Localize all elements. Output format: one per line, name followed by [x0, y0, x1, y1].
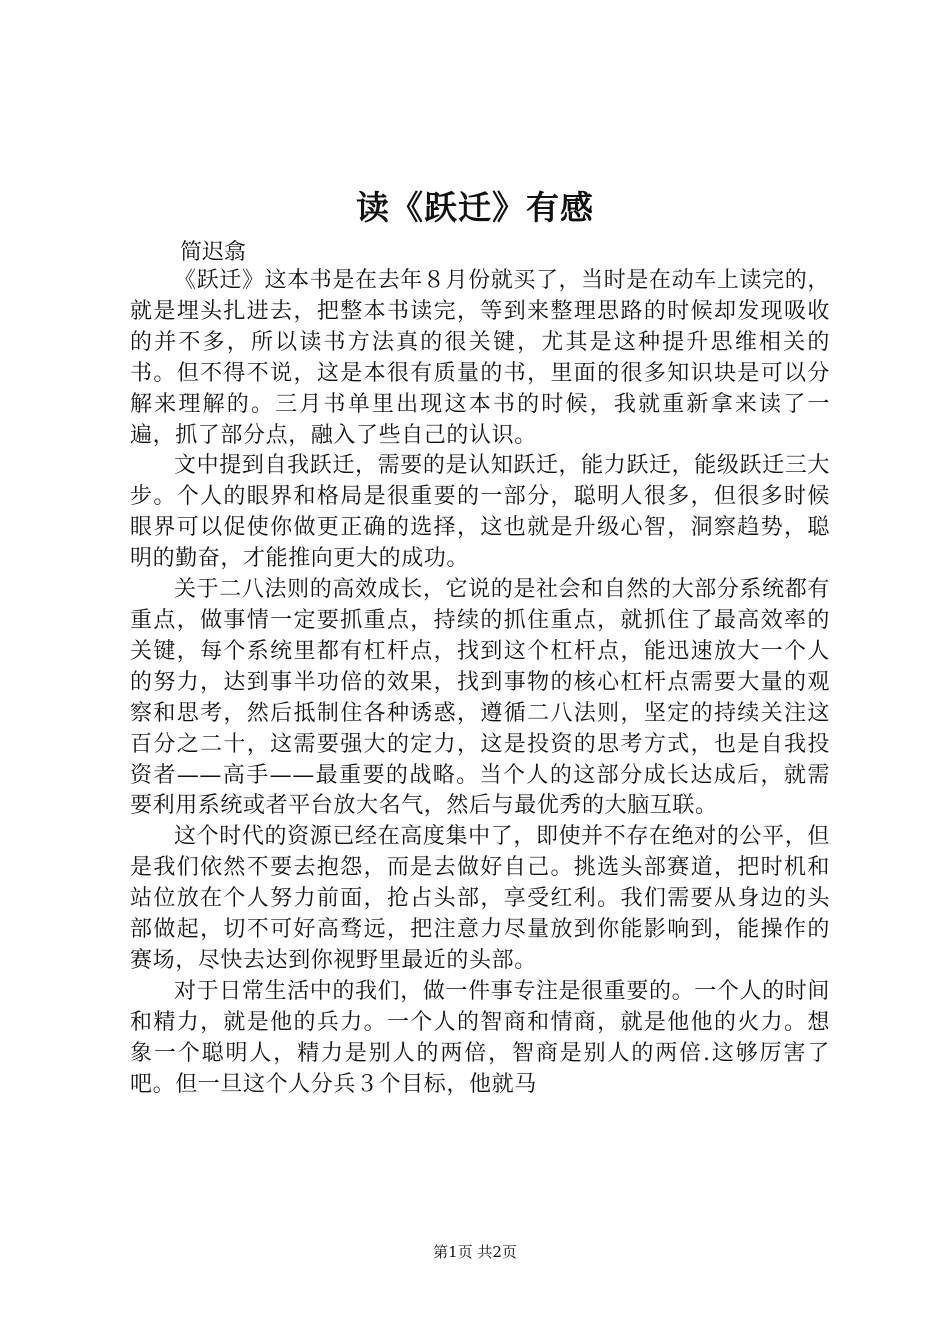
paragraph: 文中提到自我跃迁，需要的是认知跃迁，能力跃迁，能级跃迁三大步。个人的眼界和格局是很重要的一部分，聪明人很多，但很多时候眼界可以促使你做更正确的选择，这也就是升级心智，洞察趋势，聪明的勤奋，才能推向更大的成功。	[130, 453, 830, 572]
document-body	[130, 266, 830, 1100]
document-title: 读《跃迁》有感	[356, 188, 594, 227]
paragraph: 关于二八法则的高效成长，它说的是社会和自然的大部分系统都有重点，做事情一定要抓重点，持续的抓住重点，就抓住了最高效率的关键，每个系统里都有杠杆点，找到这个杠杆点，能迅速放大一个人的努力，达到事半功倍的效果，找到事物的核心杠杆点需要大量的观察和思考，然后抵制住各种诱惑，遵循二八法则，坚定的持续关注这百分之二十，这需要强大的定力，这是投资的思考方式，也是自我投资者——高手——最重要的战略。当个人的这部分成长达成后，就需要利用系统或者平台放大名气，然后与最优秀的大脑互联。	[130, 577, 830, 819]
paragraph: 对于日常生活中的我们，做一件事专注是很重要的。一个人的时间和精力，就是他的兵力。一个人的智商和情商，就是他他的火力。想象一个聪明人，精力是别人的两倍，智商是别人的两倍.这够厉害了吧。但一旦这个人分兵３个目标，他就马	[130, 978, 830, 1097]
page-footer: 第1页 共2页	[433, 1243, 517, 1261]
paragraph: 《跃迁》这本书是在去年８月份就买了，当时是在动车上读完的，就是埋头扎进去，把整本书读完，等到来整理思路的时候却发现吸收的并不多，所以读书方法真的很关键，尤其是这种提升思维相关的书。但不得不说，这是本很有质量的书，里面的很多知识块是可以分解来理解的。三月书单里出现这本书的时候，我就重新拿来读了一遍，抓了部分点，融入了些自己的认识。	[130, 268, 830, 448]
paragraph: 这个时代的资源已经在高度集中了，即使并不存在绝对的公平，但是我们依然不要去抱怨，而是去做好自己。挑选头部赛道，把时机和站位放在个人努力前面，抢占头部，享受红利。我们需要从身边的头部做起，切不可好高骛远，把注意力尽量放到你能影响到，能操作的赛场，尽快去达到你视野里最近的头部。	[130, 824, 830, 973]
document-author: 简迟翕	[180, 240, 247, 265]
